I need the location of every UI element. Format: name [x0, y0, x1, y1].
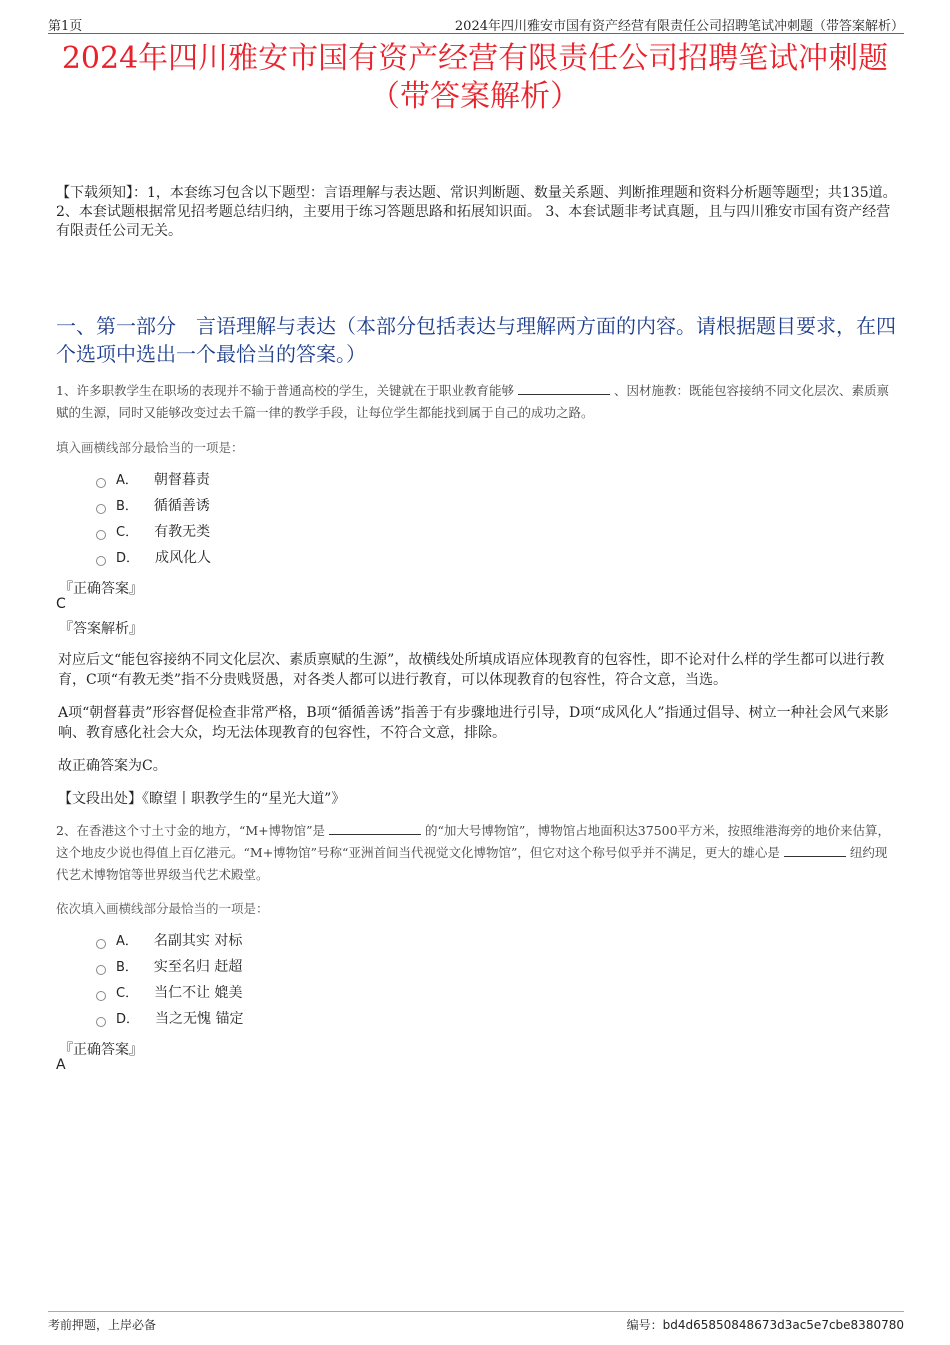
fill-blank [329, 822, 421, 835]
section-title: 一、第一部分 言语理解与表达（本部分包括表达与理解两方面的内容。请根据题目要求，在四个选项中选出一个最恰当的答案。） [56, 314, 896, 366]
header-doc-title: 2024年四川雅安市国有资产经营有限责任公司招聘笔试冲刺题（带答案解析） [454, 19, 904, 34]
q2-option-a[interactable]: A． 名副其实 对标 [96, 931, 242, 951]
q1-option-a[interactable]: A． 朝督暮责 [96, 470, 210, 490]
page-header [48, 13, 904, 34]
q1-analysis-paragraph: 对应后文“能包容接纳不同文化层次、素质禀赋的生源”，故横线处所填成语应体现教育的包容性，即不论对什么样的学生都可以进行教育，C项“有教无类”指不分贵贱贤愚，对各类人都可以进行教育，可以体现教育的包容性，符合文意，当选。 [58, 652, 885, 688]
q2-correct-answer-label: 『正确答案』 [59, 1042, 143, 1058]
document-title [40, 40, 910, 116]
radio-icon[interactable] [96, 965, 106, 975]
radio-icon[interactable] [96, 556, 106, 566]
q2-stem-part-a: 2、在香港这个寸土寸金的地方，“M+博物馆”是 [56, 823, 326, 838]
radio-icon[interactable] [96, 939, 106, 949]
q1-answer: C [56, 596, 66, 612]
radio-icon[interactable] [96, 991, 106, 1001]
radio-icon[interactable] [96, 1017, 106, 1027]
title-line-1: 2024年四川雅安市国有资产经营有限责任公司招聘笔试冲刺题 [61, 41, 889, 76]
q1-stem-part-b: 、因材施教：既能包容接纳不同文化层次、素质禀赋的生源，同时又能够改变过去千篇一律的教学手段，让每位学生都能找到属于自己的成功之路。 [56, 383, 889, 420]
question-1-stem [56, 380, 892, 424]
download-notice: 【下载须知】：1，本套练习包含以下题型：言语理解与表达题、常识判断题、数量关系题、判断推理题和资料分析题等题型；共135道。 2、本套试题根据常见招考题总结归纳，主要用于练习答题思路和拓展知识面。 3、本套试题非考试真题，且与四川雅安市国有资产经营有限责任公司无关。 [56, 185, 897, 239]
page-footer [48, 1311, 904, 1336]
fill-blank [784, 844, 846, 857]
page-number: 第1页 [48, 19, 83, 34]
q2-answer: A [56, 1057, 66, 1073]
question-2-stem [56, 820, 892, 886]
footer-code: 编号：bd4d65850848673d3ac5e7cbe8380780 [626, 1318, 904, 1332]
q1-correct-answer-label: 『正确答案』 [59, 581, 143, 597]
q1-analysis-conclusion: 故正确答案为C。 [58, 758, 167, 774]
q1-option-c[interactable]: C． 有教无类 [96, 522, 210, 542]
q1-option-b[interactable]: B． 循循善诱 [96, 496, 210, 516]
q1-analysis-label: 『答案解析』 [59, 621, 143, 637]
q1-stem-part-a: 1、许多职教学生在职场的表现并不输于普通高校的学生，关键就在于职业教育能够 [56, 383, 514, 398]
q2-option-c[interactable]: C． 当仁不让 媲美 [96, 983, 243, 1003]
q1-source: 【文段出处】《瞭望丨职教学生的“星光大道”》 [58, 791, 346, 807]
q2-stem-part-b: 的“加大号博物馆”，博物馆占地面积达37500平方米，按照维港海旁的地价来估算，这个地皮少说也得值上百亿港元。“M+博物馆”号称“亚洲首间当代视觉文化博物馆”，但它对这个称号似乎并不满足，更大的雄心是 [56, 823, 891, 860]
radio-icon[interactable] [96, 478, 106, 488]
q1-analysis-paragraph: A项“朝督暮责”形容督促检查非常严格，B项“循循善诱”指善于有步骤地进行引导，D项“成风化人”指通过倡导、树立一种社会风气来影响、教育感化社会大众，均无法体现教育的包容性，不符合文意，排除。 [58, 705, 889, 741]
q2-stem-part-c: 纽约现代艺术博物馆等世界级当代艺术殿堂。 [56, 845, 888, 882]
footer-slogan: 考前押题，上岸必备 [48, 1318, 157, 1332]
q1-option-d[interactable]: D． 成风化人 [96, 548, 211, 568]
q2-instruction: 依次填入画横线部分最恰当的一项是： [56, 901, 269, 916]
title-line-2: （带答案解析） [370, 79, 580, 114]
radio-icon[interactable] [96, 530, 106, 540]
q2-option-b[interactable]: B． 实至名归 赶超 [96, 957, 242, 977]
radio-icon[interactable] [96, 504, 106, 514]
q1-instruction: 填入画横线部分最恰当的一项是： [56, 440, 244, 455]
fill-blank [518, 382, 610, 395]
q2-option-d[interactable]: D． 当之无愧 锚定 [96, 1009, 243, 1029]
